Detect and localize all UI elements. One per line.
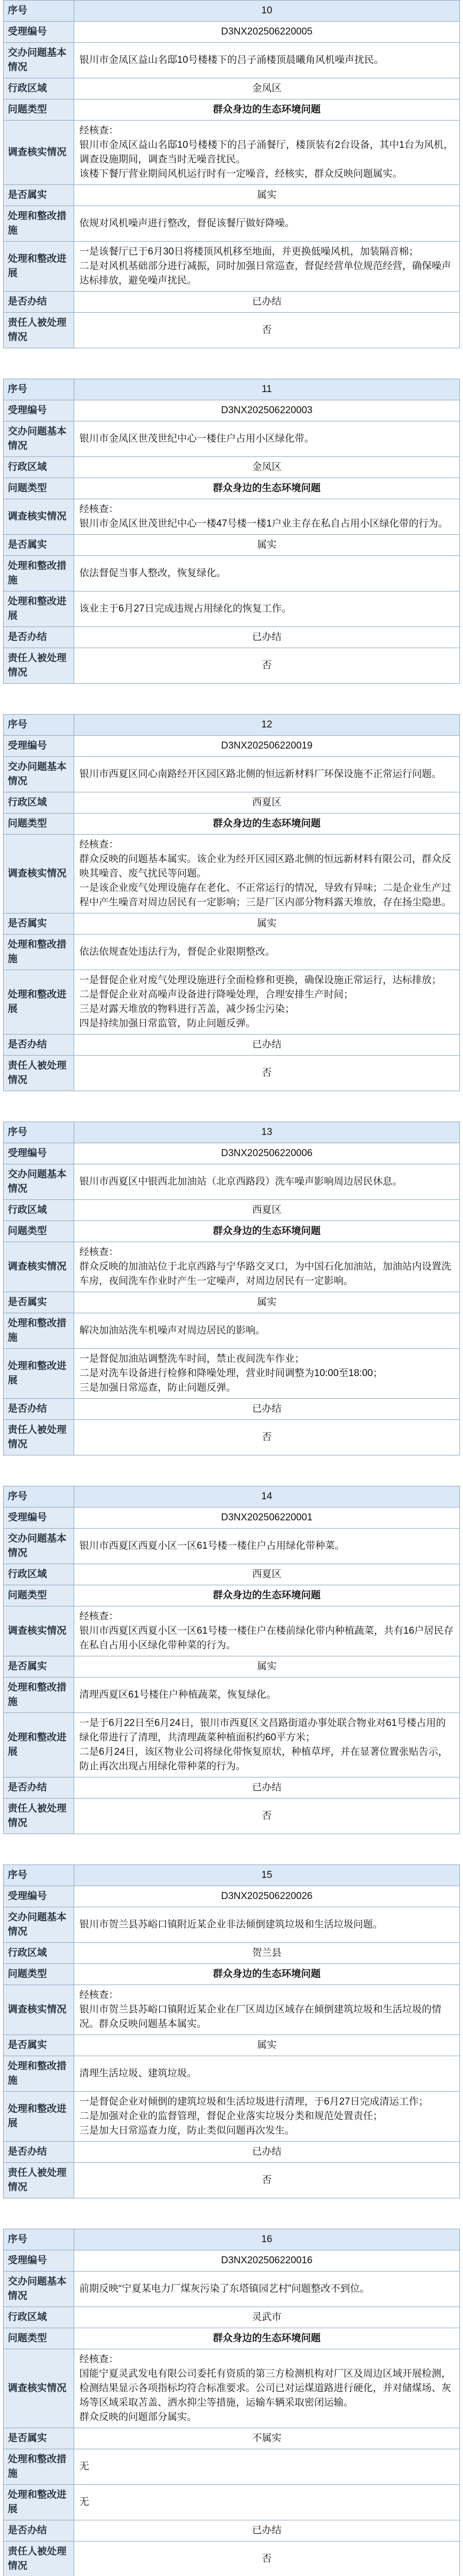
row-label-results: 处理和整改进展 — [4, 242, 74, 292]
row-label-seq: 序号 — [4, 1486, 74, 1507]
row-label-number: 受理编号 — [4, 22, 74, 43]
row-label-done: 是否办结 — [4, 1035, 74, 1056]
row-value-district: 灵武市 — [74, 2307, 460, 2328]
row-label-verified: 是否属实 — [4, 185, 74, 206]
row-value-verified: 属实 — [74, 1656, 460, 1677]
row-value-results: 一是于6月22日至6月24日，银川市西夏区文昌路街道办事处联合物业对61号楼占用的绿化带进行了清理，共清理蔬菜种植面积约60平方米； 二是6月24日，该区物业公司将绿化带恢复原状，种植草坪，并在显著位置张贴告示，防止再次出现占用绿化带种菜的行为。 — [74, 1713, 460, 1777]
row-label-done: 是否办结 — [4, 1399, 74, 1420]
row-value-district: 西夏区 — [74, 1200, 460, 1221]
row-label-district: 行政区域 — [4, 2307, 74, 2328]
row-value-done: 已办结 — [74, 2142, 460, 2163]
row-label-type: 问题类型 — [4, 2328, 74, 2349]
row-label-district: 行政区域 — [4, 792, 74, 814]
row-label-verified: 是否属实 — [4, 2035, 74, 2056]
row-value-seq: 15 — [74, 1865, 460, 1886]
row-value-accountable: 否 — [74, 2163, 460, 2198]
case-card — [3, 2229, 460, 2576]
case-card — [3, 1122, 460, 1455]
row-label-accountable: 责任人被处理情况 — [4, 1056, 74, 1091]
row-value-measures: 依规对风机噪声进行整改，督促该餐厅做好降噪。 — [74, 206, 460, 242]
row-value-accountable: 否 — [74, 1799, 460, 1834]
row-label-investigation: 调查核实情况 — [4, 121, 74, 185]
row-value-number: D3NX202506220006 — [74, 1143, 460, 1164]
row-value-results: 该业主于6月27日完成违规占用绿化的恢复工作。 — [74, 591, 460, 627]
row-value-verified: 属实 — [74, 913, 460, 935]
row-value-seq: 16 — [74, 2229, 460, 2250]
row-label-district: 行政区域 — [4, 78, 74, 99]
row-label-verified: 是否属实 — [4, 1656, 74, 1677]
row-label-done: 是否办结 — [4, 627, 74, 648]
row-label-measures: 处理和整改措施 — [4, 935, 74, 970]
row-label-type: 问题类型 — [4, 1585, 74, 1606]
row-label-area_basic: 交办问题基本情况 — [4, 1164, 74, 1200]
row-label-results: 处理和整改进展 — [4, 970, 74, 1035]
row-label-accountable: 责任人被处理情况 — [4, 313, 74, 348]
row-value-results: 一是该餐厅已于6月30日将楼顶风机移至地面，并更换低噪风机，加装隔音棉； 二是对风机基础部分进行减振，同时加强日常巡查，督促经营单位规范经营，确保噪声达标排放，避免噪声扰民。 — [74, 242, 460, 292]
row-value-investigation: 经核查： 银川市贺兰县苏峪口镇附近某企业在厂区周边区域存在倾倒建筑垃圾和生活垃圾的情况。群众反映问题基本属实。 — [74, 1985, 460, 2035]
row-label-number: 受理编号 — [4, 400, 74, 421]
row-label-area_basic: 交办问题基本情况 — [4, 421, 74, 457]
row-value-investigation: 经核查： 银川市金凤区益山名邸10号楼楼下的吕子涌餐厅，楼顶装有2台设备，其中1台为风机，调查设施期间，调查当时无噪音扰民。 该楼下餐厅营业期间风机运行时有一定噪音，经核实，群众反映问题属实。 — [74, 121, 460, 185]
row-label-seq: 序号 — [4, 715, 74, 736]
case-table — [3, 1122, 460, 1455]
row-value-type: 群众身边的生态环境问题 — [74, 478, 460, 499]
row-value-type: 群众身边的生态环境问题 — [74, 814, 460, 835]
row-label-number: 受理编号 — [4, 1886, 74, 1907]
row-label-investigation: 调查核实情况 — [4, 835, 74, 913]
row-value-area_basic: 前期反映“宁夏某电力厂煤灰污染了东塔镇园艺村”问题整改不到位。 — [74, 2272, 460, 2307]
row-value-accountable: 否 — [74, 648, 460, 684]
row-label-number: 受理编号 — [4, 1143, 74, 1164]
row-label-measures: 处理和整改措施 — [4, 1313, 74, 1349]
row-value-verified: 属实 — [74, 185, 460, 206]
row-value-district: 贺兰县 — [74, 1943, 460, 1964]
row-value-accountable: 否 — [74, 1056, 460, 1091]
row-label-district: 行政区域 — [4, 1943, 74, 1964]
row-value-number: D3NX202506220026 — [74, 1886, 460, 1907]
case-card — [3, 379, 460, 684]
row-label-done: 是否办结 — [4, 292, 74, 313]
row-value-results: 一是督促加油站调整洗车时间，禁止夜间洗车作业； 二是对洗车设备进行检修和降噪处理，营业时间调整为10:00至18:00； 三是加强日常巡查，防止问题反弹。 — [74, 1349, 460, 1399]
row-value-type: 群众身边的生态环境问题 — [74, 2328, 460, 2349]
row-value-measures: 依法督促当事人整改，恢复绿化。 — [74, 556, 460, 591]
row-value-area_basic: 银川市西夏区西夏小区一区61号楼一楼住户占用绿化带种菜。 — [74, 1529, 460, 1564]
row-value-type: 群众身边的生态环境问题 — [74, 1221, 460, 1242]
row-label-measures: 处理和整改措施 — [4, 206, 74, 242]
row-label-area_basic: 交办问题基本情况 — [4, 757, 74, 792]
row-value-verified: 属实 — [74, 2035, 460, 2056]
row-value-done: 已办结 — [74, 1399, 460, 1420]
row-value-district: 金凤区 — [74, 457, 460, 478]
row-value-district: 金凤区 — [74, 78, 460, 99]
row-label-accountable: 责任人被处理情况 — [4, 648, 74, 684]
row-label-measures: 处理和整改措施 — [4, 2449, 74, 2485]
row-value-seq: 10 — [74, 1, 460, 22]
row-label-seq: 序号 — [4, 379, 74, 400]
row-value-done: 已办结 — [74, 627, 460, 648]
row-value-investigation: 经核查： 国能宁夏灵武发电有限公司委托有资质的第三方检测机构对厂区及周边区域开展检测，检测结果显示各项指标均符合标准要求。公司已对运煤道路进行硬化，并对储煤场、灰场等区域采取苫盖、洒水抑尘等措施，运输车辆采取密闭运输。 群众反映的问题部分属实。 — [74, 2349, 460, 2428]
row-label-done: 是否办结 — [4, 2520, 74, 2541]
row-value-number: D3NX202506220016 — [74, 2250, 460, 2272]
row-value-results: 无 — [74, 2485, 460, 2520]
case-card — [3, 1865, 460, 2198]
row-value-verified: 不属实 — [74, 2428, 460, 2449]
row-value-investigation: 经核查： 银川市金凤区世茂世纪中心一楼47号楼一楼1户业主存在私自占用小区绿化带的行为。 — [74, 499, 460, 535]
row-value-verified: 属实 — [74, 535, 460, 556]
row-label-investigation: 调查核实情况 — [4, 499, 74, 535]
row-label-accountable: 责任人被处理情况 — [4, 1420, 74, 1455]
row-label-investigation: 调查核实情况 — [4, 2349, 74, 2428]
case-table — [3, 1865, 460, 2198]
case-card — [3, 714, 460, 1091]
row-label-number: 受理编号 — [4, 736, 74, 757]
row-value-number: D3NX202506220019 — [74, 736, 460, 757]
row-value-type: 群众身边的生态环境问题 — [74, 1585, 460, 1606]
row-value-measures: 无 — [74, 2449, 460, 2485]
row-label-number: 受理编号 — [4, 1507, 74, 1529]
row-label-area_basic: 交办问题基本情况 — [4, 43, 74, 78]
row-label-verified: 是否属实 — [4, 913, 74, 935]
row-label-verified: 是否属实 — [4, 1292, 74, 1313]
case-table — [3, 379, 460, 684]
row-value-type: 群众身边的生态环境问题 — [74, 99, 460, 121]
row-value-done: 已办结 — [74, 292, 460, 313]
row-label-accountable: 责任人被处理情况 — [4, 2163, 74, 2198]
case-card — [3, 1486, 460, 1834]
row-label-seq: 序号 — [4, 2229, 74, 2250]
row-label-seq: 序号 — [4, 1122, 74, 1143]
row-value-area_basic: 银川市贺兰县苏峪口镇附近某企业非法倾倒建筑垃圾和生活垃圾问题。 — [74, 1907, 460, 1943]
row-label-done: 是否办结 — [4, 1777, 74, 1799]
row-label-district: 行政区域 — [4, 457, 74, 478]
row-label-type: 问题类型 — [4, 814, 74, 835]
row-value-district: 西夏区 — [74, 1564, 460, 1585]
row-label-results: 处理和整改进展 — [4, 591, 74, 627]
row-value-accountable: 否 — [74, 1420, 460, 1455]
row-value-seq: 12 — [74, 715, 460, 736]
row-label-type: 问题类型 — [4, 1964, 74, 1985]
row-value-done: 已办结 — [74, 2520, 460, 2541]
row-label-verified: 是否属实 — [4, 2428, 74, 2449]
row-label-accountable: 责任人被处理情况 — [4, 1799, 74, 1834]
row-value-verified: 属实 — [74, 1292, 460, 1313]
row-value-district: 西夏区 — [74, 792, 460, 814]
case-table — [3, 714, 460, 1091]
case-table — [3, 2229, 460, 2576]
row-value-measures: 依法依规查处违法行为，督促企业限期整改。 — [74, 935, 460, 970]
row-label-measures: 处理和整改措施 — [4, 556, 74, 591]
row-value-number: D3NX202506220003 — [74, 400, 460, 421]
row-label-district: 行政区域 — [4, 1564, 74, 1585]
row-value-done: 已办结 — [74, 1035, 460, 1056]
case-table — [3, 0, 460, 348]
row-label-results: 处理和整改进展 — [4, 1713, 74, 1777]
row-label-investigation: 调查核实情况 — [4, 1242, 74, 1292]
row-value-number: D3NX202506220001 — [74, 1507, 460, 1529]
row-label-number: 受理编号 — [4, 2250, 74, 2272]
row-label-type: 问题类型 — [4, 478, 74, 499]
row-label-accountable: 责任人被处理情况 — [4, 2541, 74, 2576]
row-label-done: 是否办结 — [4, 2142, 74, 2163]
row-value-investigation: 经核查： 银川市西夏区西夏小区一区61号楼一楼住户在楼前绿化带内种植蔬菜，共有16户居民存在私自占用小区绿化带种菜的行为。 — [74, 1606, 460, 1656]
row-value-seq: 14 — [74, 1486, 460, 1507]
row-label-area_basic: 交办问题基本情况 — [4, 2272, 74, 2307]
row-value-results: 一是督促企业对倾倒的建筑垃圾和生活垃圾进行清理，于6月27日完成清运工作； 二是加强对企业的监督管理，督促企业落实垃圾分类和规范处置责任； 三是加大日常巡查力度，防止类似问题再次发生。 — [74, 2092, 460, 2142]
row-value-investigation: 经核查： 群众反映的加油站位于北京西路与宁华路交叉口，为中国石化加油站，加油站内设置洗车房，夜间洗车作业时产生一定噪声，对周边居民有一定影响。 — [74, 1242, 460, 1292]
row-label-results: 处理和整改进展 — [4, 2092, 74, 2142]
row-value-seq: 13 — [74, 1122, 460, 1143]
row-label-area_basic: 交办问题基本情况 — [4, 1529, 74, 1564]
row-value-measures: 清理西夏区61号楼住户种植蔬菜，恢复绿化。 — [74, 1677, 460, 1713]
row-label-seq: 序号 — [4, 1865, 74, 1886]
row-label-measures: 处理和整改措施 — [4, 2056, 74, 2092]
row-value-measures: 清理生活垃圾、建筑垃圾。 — [74, 2056, 460, 2092]
row-value-done: 已办结 — [74, 1777, 460, 1799]
row-label-area_basic: 交办问题基本情况 — [4, 1907, 74, 1943]
row-value-area_basic: 银川市金凤区世茂世纪中心一楼住户占用小区绿化带。 — [74, 421, 460, 457]
row-label-results: 处理和整改进展 — [4, 2485, 74, 2520]
row-value-accountable: 否 — [74, 2541, 460, 2576]
row-label-type: 问题类型 — [4, 1221, 74, 1242]
row-label-results: 处理和整改进展 — [4, 1349, 74, 1399]
row-label-measures: 处理和整改措施 — [4, 1677, 74, 1713]
row-value-area_basic: 银川市西夏区中银西北加油站（北京西路段）洗车噪声影响周边居民休息。 — [74, 1164, 460, 1200]
row-value-type: 群众身边的生态环境问题 — [74, 1964, 460, 1985]
row-value-seq: 11 — [74, 379, 460, 400]
row-label-type: 问题类型 — [4, 99, 74, 121]
row-value-number: D3NX202506220005 — [74, 22, 460, 43]
row-value-measures: 解决加油站洗车机噪声对周边居民的影响。 — [74, 1313, 460, 1349]
row-label-verified: 是否属实 — [4, 535, 74, 556]
case-card — [3, 0, 460, 348]
case-table — [3, 1486, 460, 1834]
row-label-district: 行政区域 — [4, 1200, 74, 1221]
row-value-area_basic: 银川市金凤区益山名邸10号楼楼下的吕子涌楼顶晨曦角风机噪声扰民。 — [74, 43, 460, 78]
row-value-area_basic: 银川市西夏区同心南路经开区园区路北侧的恒远新材料厂环保设施不正常运行问题。 — [74, 757, 460, 792]
row-value-accountable: 否 — [74, 313, 460, 348]
row-value-investigation: 经核查： 群众反映的问题基本属实。该企业为经开区园区路北侧的恒远新材料有限公司，群众反映其噪音、废气扰民等问题。 一是该企业废气处理设施存在老化、不正常运行的情况，导致有异味；二是企业生产过程中产生噪音对周边居民有一定影响；三是厂区内部分物料露天堆放，存在扬尘隐患。 — [74, 835, 460, 913]
row-label-investigation: 调查核实情况 — [4, 1985, 74, 2035]
row-label-investigation: 调查核实情况 — [4, 1606, 74, 1656]
row-value-results: 一是督促企业对废气处理设施进行全面检修和更换，确保设施正常运行，达标排放； 二是督促企业对高噪声设备进行降噪处理，合理安排生产时间； 三是对露天堆放的物料进行苫盖，减少扬尘污染； 四是持续加强日常监管，防止问题反弹。 — [74, 970, 460, 1035]
page — [3, 0, 460, 2576]
row-label-seq: 序号 — [4, 1, 74, 22]
